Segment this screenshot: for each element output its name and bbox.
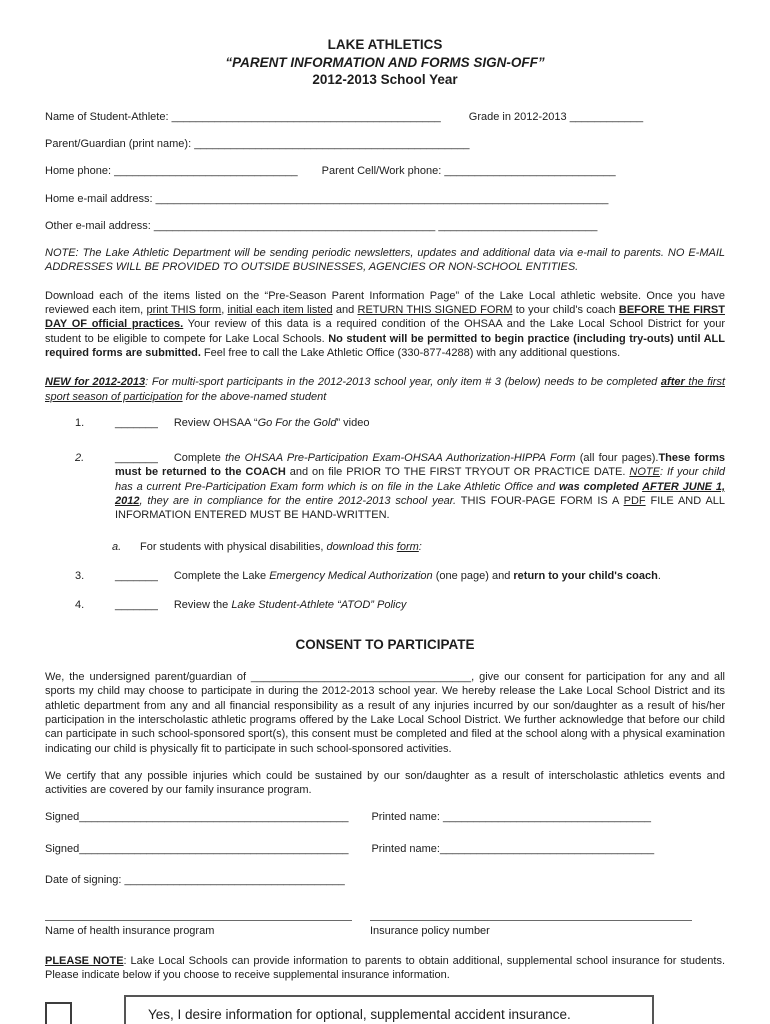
item-1-number: 1. [75, 416, 85, 429]
document-header [45, 36, 725, 89]
grade-blank[interactable]: ____________ [569, 110, 644, 123]
printed-name-label-2: Printed name: [371, 842, 440, 855]
consent-paragraph: We, the undersigned parent/guardian of ____________________________________, give our consent for participation for any and all sports my child may choose to participate in during the 2012-2013 school year. We hereby release the Lake Local School District and its athletic department from any and all financial responsibility as a result of any injuries incurred by our son/daughter as a result of his/her participation in the interscholastic athletic programs offered by the Lake Local School District. We further acknowledge that before our child can participate in such school-sponsored sport(s), this consent must be completed and filed at the school along with a physical examination indicating our child is physically fit to participate in such school-sponsored activities. [45, 671, 725, 755]
supplemental-insurance-box [124, 995, 654, 1024]
insurance-program-label: Name of health insurance program [45, 925, 215, 938]
item-2a-body [140, 540, 725, 554]
date-of-signing-label: Date of signing: [45, 873, 125, 886]
item-1-body [115, 416, 725, 430]
home-phone-label: Home phone: [45, 165, 115, 178]
field-row-other-email [45, 219, 725, 233]
item-2-number: 2. [75, 452, 85, 465]
parent-guardian-label: Parent/Guardian (print name): [45, 137, 195, 150]
certify-paragraph: We certify that any possible injuries which could be sustained by our son/daughter as a result of interscholastic athletics events and activities are covered by our family insurance program. [45, 769, 725, 797]
field-row-phones [45, 164, 725, 178]
signed-label-2: Signed [45, 842, 80, 855]
new-for-2012-2013-note: NEW for 2012-2013: For multi-sport participants in the 2012-2013 school year, only item # 3 (below) needs to be completed after the first sport season of participation for the above-named student [45, 376, 726, 403]
item-4-body [115, 598, 725, 612]
item-2-body [115, 451, 725, 522]
printed-name-label-1: Printed name: [371, 811, 443, 824]
signed-blank-1[interactable]: ____________________________________________ [79, 811, 349, 824]
item-4-text: Review the Lake Student-Athlete “ATOD” Policy [173, 599, 407, 612]
field-row-parent-guardian [45, 137, 725, 151]
supplemental-insurance-row [45, 995, 725, 1024]
date-of-signing-row [45, 873, 725, 887]
item-1-initial-blank[interactable]: _______ [115, 416, 158, 429]
item-4-initial-blank[interactable]: _______ [115, 599, 158, 612]
item-2a-letter: a. [112, 540, 122, 553]
please-note-paragraph: PLEASE NOTE: Lake Local Schools can provide information to parents to obtain additional, supplemental school insurance for students. Please indicate below if you choose to receive supplemental insurance information. [45, 954, 725, 981]
item-2a-text: For students with physical disabilities, download this form: [140, 540, 422, 553]
item-3-body [115, 569, 725, 583]
other-email-blank-2[interactable]: __________________________ [438, 219, 598, 232]
supplemental-insurance-checkbox[interactable] [45, 1002, 72, 1024]
signed-label-1: Signed [45, 811, 80, 824]
home-phone-blank[interactable]: ______________________________ [114, 165, 298, 178]
insurance-policy-column [370, 920, 692, 938]
checklist-item-2a [45, 540, 725, 554]
document-title: LAKE ATHLETICS [327, 37, 443, 52]
item-4-number: 4. [75, 599, 85, 612]
student-name-blank[interactable]: ____________________________________________ [171, 110, 441, 123]
supplemental-insurance-text: Yes, I desire information for optional, supplemental accident insurance. [148, 1007, 571, 1023]
checklist-item-4 [45, 598, 725, 612]
date-of-signing-blank[interactable]: ____________________________________ [124, 873, 345, 886]
item-3-number: 3. [75, 569, 85, 582]
insurance-program-column [45, 920, 352, 938]
parent-guardian-blank[interactable]: _____________________________________________ [194, 137, 470, 150]
insurance-info-section [45, 920, 725, 938]
student-name-label: Name of Student-Athlete: [45, 110, 172, 123]
insurance-policy-label: Insurance policy number [370, 925, 490, 938]
item-2-initial-blank[interactable]: _______ [115, 452, 158, 465]
item-1-text: Review OHSAA “Go For the Gold” video [173, 416, 370, 429]
document-subtitle: “PARENT INFORMATION AND FORMS SIGN-OFF” [225, 54, 545, 70]
grade-label: Grade in 2012-2013 [468, 110, 570, 123]
field-row-home-email [45, 192, 725, 206]
insurance-program-line[interactable] [45, 920, 352, 921]
cell-phone-label: Parent Cell/Work phone: [321, 165, 445, 178]
checklist-item-2 [45, 451, 725, 522]
printed-name-blank-2[interactable]: ___________________________________ [439, 842, 655, 855]
checklist-item-1 [45, 416, 725, 430]
school-year-title: 2012-2013 School Year [312, 72, 458, 88]
checklist-item-3 [45, 569, 725, 583]
item-3-text: Complete the Lake Emergency Medical Authorization (one page) and return to your child's coach. [173, 569, 661, 582]
cell-phone-blank[interactable]: ____________________________ [444, 165, 616, 178]
signed-blank-2[interactable]: ____________________________________________ [79, 842, 349, 855]
field-row-name-grade [45, 110, 725, 124]
home-email-label: Home e-mail address: [45, 192, 156, 205]
consent-section-heading: CONSENT TO PARTICIPATE [295, 637, 475, 653]
signature-row-2 [45, 842, 725, 856]
download-instructions-paragraph: Download each of the items listed on the “Pre-Season Parent Information Page” of the Lake Local athletic website. Once you have reviewed each item, print THIS form, initial each item listed and RETURN THIS SIGNED FORM to your child's coach BEFORE THE FIRST DAY OF official practices. Your review of this data is a required condition of the OHSAA and the Lake Local School District for your student to be eligible to compete for Lake Local Schools. No student will be permitted to begin practice (including try-outs) until ALL required forms are submitted. Feel free to call the Lake Athletic Office (330-877-4288) with any additional questions. [45, 289, 725, 359]
item-2-text: Complete the OHSAA Pre-Participation Exam-OHSAA Authorization-HIPPA Form (all four pages).These forms must be returned to the COACH and on file PRIOR TO THE FIRST TRYOUT OR PRACTICE DATE. NOTE: If your child has a current Pre-Participation Exam form which is on file in the Lake Athletic Office and was completed AFTER JUNE 1, 2012, they are in compliance for the entire 2012-2013 school year. THIS FOUR-PAGE FORM IS A PDF FILE AND ALL INFORMATION ENTERED MUST BE HAND-WRITTEN. [115, 452, 726, 522]
printed-name-blank-1[interactable]: __________________________________ [443, 811, 652, 824]
home-email-blank[interactable]: __________________________________________________________________________ [155, 192, 609, 205]
other-email-blank[interactable]: ______________________________________________ [153, 219, 436, 232]
item-3-initial-blank[interactable]: _______ [115, 569, 158, 582]
email-disclaimer-note: NOTE: The Lake Athletic Department will be sending periodic newsletters, updates and additional data via e-mail to parents. NO E-MAIL ADDRESSES WILL BE PROVIDED TO OUTSIDE BUSINESSES, AGENCIES OR NON-SCHOOL ENTITIES. [45, 247, 725, 274]
insurance-policy-line[interactable] [370, 920, 692, 921]
signature-row-1 [45, 810, 725, 824]
other-email-label: Other e-mail address: [45, 219, 154, 232]
